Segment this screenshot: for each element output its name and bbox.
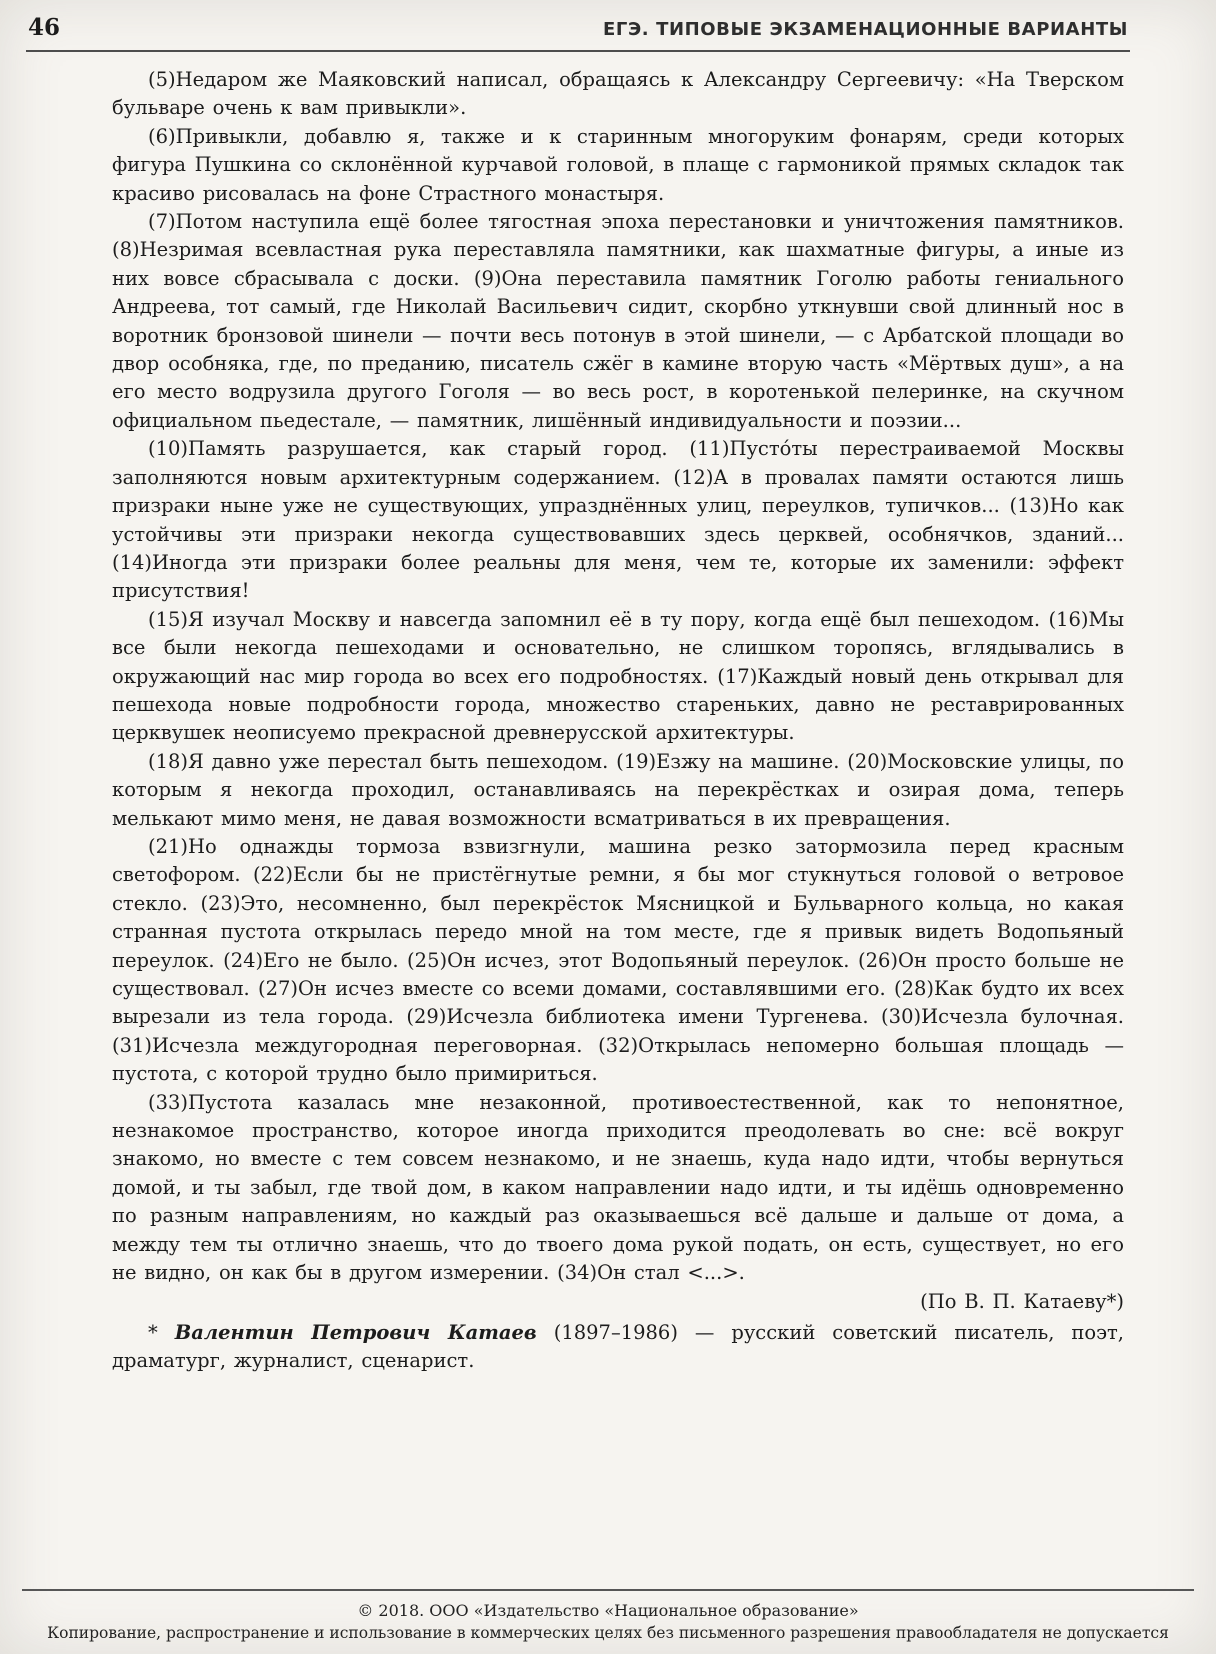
footnote-author-name: Валентин Петрович Катаев bbox=[174, 1320, 537, 1344]
footnote-text: (1897–1986) — русский советский писатель, поэт, драматург, журналист, сценарист. bbox=[112, 1320, 1124, 1373]
text-paragraph: (7)Потом наступила ещё более тягостная эпоха перестановки и уничтожения памятников. (8)Незримая всевластная рука переставляла памятники, как шахматные фигуры, а иные из них вовсе сбрасывала с доски. (9)Она переставила памятник Гоголю работы гениального Андреева, тот самый, где Николай Васильевич сидит, скорбно уткнувши свой длинный нос в воротник бронзовой шинели — почти весь потонув в этой шинели, — с Арбатской площади во двор особняка, где, по преданию, писатель сжёг в камине вторую часть «Мёртвых душ», а на его место водрузила другого Гоголя — во весь рост, в коротенькой пелеринке, на скучном официальном пьедестале, — памятник, лишённый индивидуальности и поэзии... bbox=[112, 210, 1124, 432]
usage-notice: Копирование, распространение и использование в коммерческих целях без письменного разрешения правообладателя не допускается bbox=[47, 1624, 1169, 1642]
page-number: 46 bbox=[28, 14, 61, 41]
text-paragraph: (21)Но однажды тормоза взвизгнули, машина резко затормозила перед красным светофором. (22)Если бы не пристёгнутые ремни, я бы мог стукнуться головой о ветровое стекло. (23)Это, несомненно, был перекрёсток Мясницкой и Бульварного кольца, но какая странная пустота открылась передо мной на том месте, где я привык видеть Водопьяный переулок. (24)Его не было. (25)Он исчез, этот Водопьяный переулок. (26)Он просто больше не существовал. (27)Он исчез вместе со всеми домами, составлявшими его. (28)Как будто их всех вырезали из тела города. (29)Исчезла библиотека имени Тургенева. (30)Исчезла булочная. (31)Исчезла междугородная переговорная. (32)Открылась непомерно большая площадь — пустота, с которой трудно было примириться. bbox=[112, 834, 1124, 1086]
attribution: (По В. П. Катаеву*) bbox=[920, 1290, 1124, 1314]
header-title: ЕГЭ. ТИПОВЫЕ ЭКЗАМЕНАЦИОННЫЕ ВАРИАНТЫ bbox=[602, 19, 1128, 40]
text-content bbox=[112, 66, 1124, 1376]
text-paragraph: (5)Недаром же Маяковский написал, обращаясь к Александру Сергеевичу: «На Тверском бульваре очень к вам привыкли». bbox=[112, 68, 1124, 120]
text-paragraph: (33)Пустота казалась мне незаконной, противоестественной, как то непонятное, незнакомое пространство, которое иногда приходится преодолевать во сне: всё вокруг знакомо, но вместе с тем совсем незнакомо, и не знаешь, куда надо идти, чтобы вернуться домой, и ты забыл, где твой дом, в каком направлении надо идти, и ты идёшь одновременно по разным направлениям, но каждый раз оказываешься всё дальше и дальше от дома, а между тем ты отлично знаешь, что до твоего дома рукой подать, он есть, существует, но его не видно, он как бы в другом измерении. (34)Он стал <...>. bbox=[112, 1090, 1124, 1285]
header-divider bbox=[26, 50, 1130, 52]
text-paragraph: (6)Привыкли, добавлю я, также и к старинным многоруким фонарям, среди которых фигура Пушкина со склонённой курчавой головой, в плаще с гармоникой прямых складок так красиво рисовалась на фоне Страстного монастыря. bbox=[112, 124, 1124, 205]
text-paragraph: (10)Память разрушается, как старый город. (11)Пусто́ты перестраиваемой Москвы заполняются новым архитектурным содержанием. (12)А в провалах памяти остаются лишь призраки ныне уже не существующих, упразднённых улиц, переулков, тупичков... (13)Но как устойчивы эти призраки некогда существовавших здесь церквей, особнячков, зданий... (14)Иногда эти призраки более реальны для меня, чем те, которые их заменили: эффект присутствия! bbox=[112, 437, 1124, 603]
text-paragraph: (18)Я давно уже перестал быть пешеходом. (19)Езжу на машине. (20)Московские улицы, по которым я некогда проходил, останавливаясь на перекрёстках и озирая дома, теперь мелькают мимо меня, не давая возможности всматриваться в их превращения. bbox=[112, 749, 1124, 830]
page-header bbox=[28, 14, 1128, 41]
copyright-line: © 2018. ООО «Издательство «Национальное образование» bbox=[357, 1601, 859, 1620]
footnote bbox=[112, 1319, 1124, 1376]
text-paragraph: (15)Я изучал Москву и навсегда запомнил её в ту пору, когда ещё был пешеходом. (16)Мы все были некогда пешеходами и основательно, не слишком торопясь, вглядывались в окружающий нас мир города во всех его подробностях. (17)Каждый новый день открывал для пешехода новые подробности города, множество стареньких, давно не реставрированных церквушек неописуемо прекрасной древнерусской архитектуры. bbox=[112, 607, 1124, 745]
footer-divider bbox=[22, 1589, 1194, 1591]
footnote-marker: * bbox=[148, 1320, 158, 1344]
page-footer bbox=[0, 1589, 1216, 1644]
